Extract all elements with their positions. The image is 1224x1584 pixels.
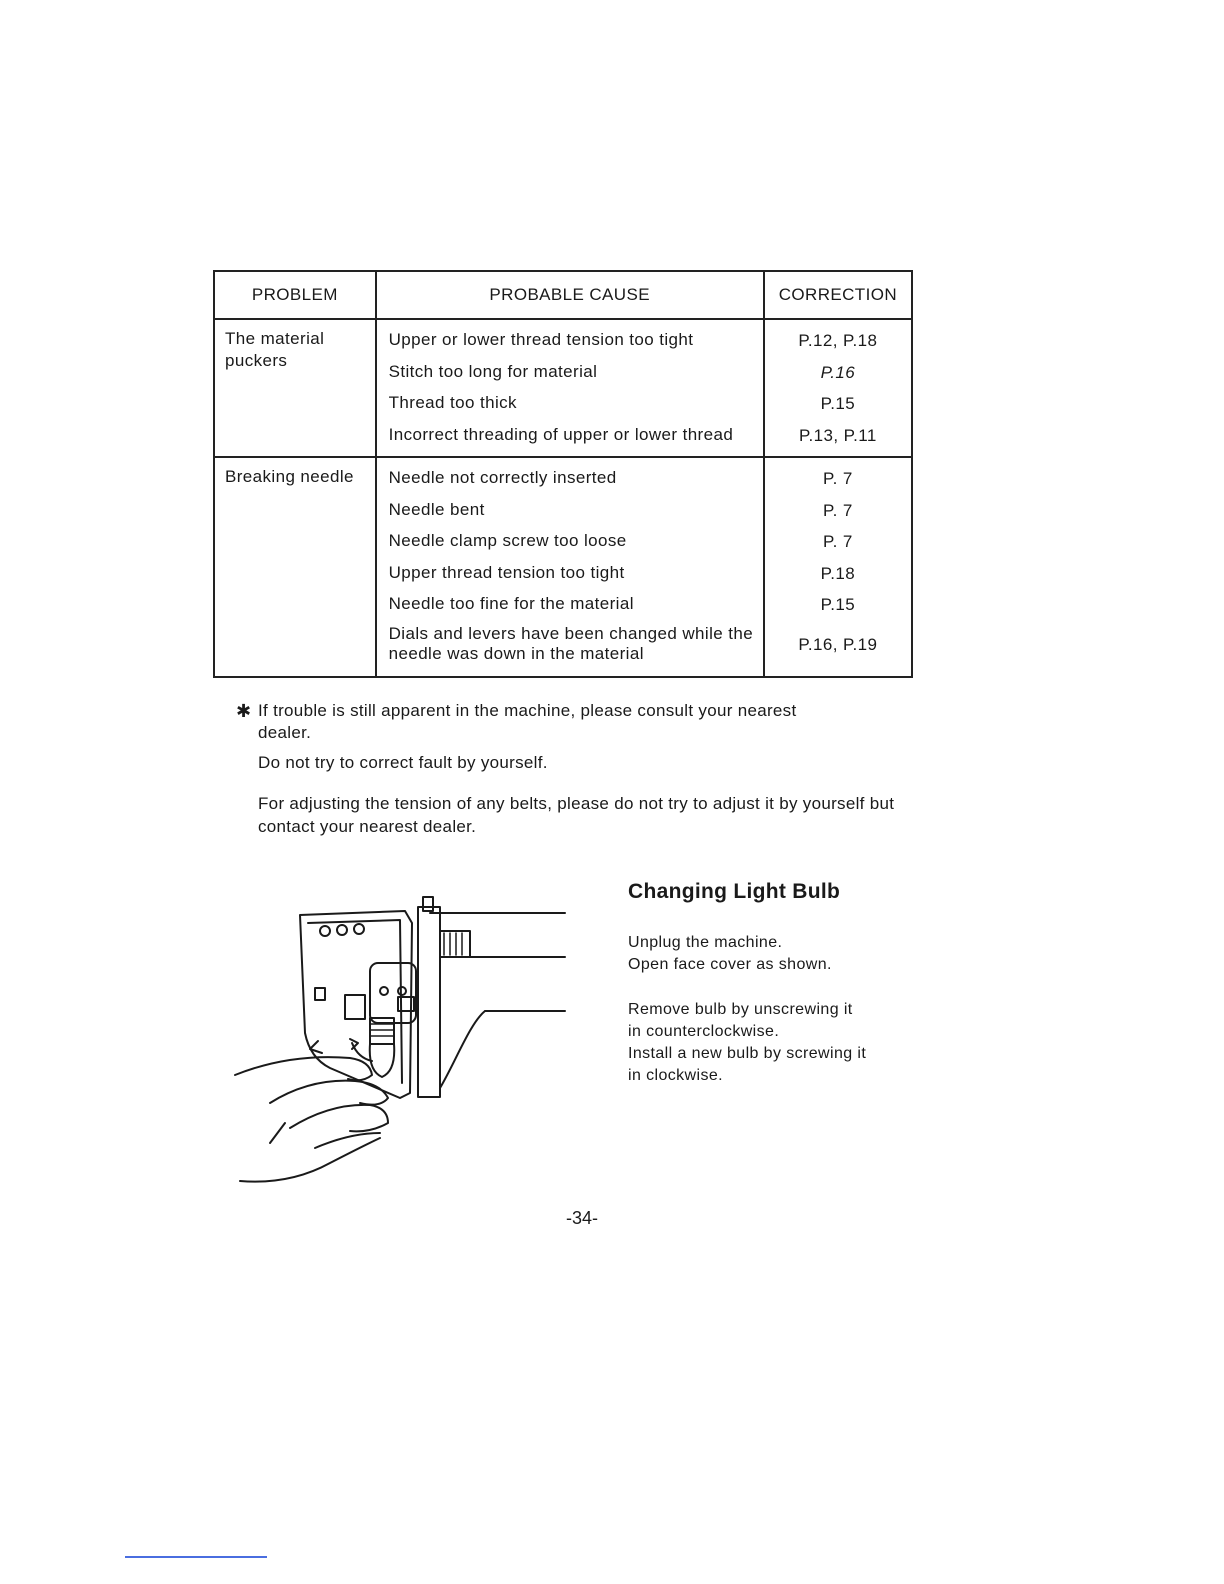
instruction-line: Install a new bulb by screwing it xyxy=(628,1045,867,1062)
table-row xyxy=(214,319,912,457)
cause-item: Upper or lower thread tension too tight xyxy=(388,330,694,349)
bulb-icon xyxy=(370,1044,395,1077)
correction-ref: P.15 xyxy=(820,394,856,413)
correction-ref: P. 7 xyxy=(823,500,853,520)
correction-ref: P.16, P.19 xyxy=(798,634,878,654)
needle-bar-housing xyxy=(418,907,440,1097)
asterisk-icon: ✱ xyxy=(236,701,252,721)
correction-cell xyxy=(764,457,912,677)
header-problem: PROBLEM xyxy=(214,271,376,319)
correction-cell xyxy=(764,319,912,457)
cause-item: Needle bent xyxy=(388,499,485,519)
correction-ref: P. 7 xyxy=(823,469,853,488)
note-line-3: Do not try to correct fault by yourself. xyxy=(258,753,548,772)
correction-ref: P. 7 xyxy=(823,532,853,551)
troubleshooting-table xyxy=(213,270,913,678)
instruction-line: Open face cover as shown. xyxy=(628,956,832,973)
table-header-row xyxy=(214,271,912,319)
light-bulb-illustration xyxy=(230,893,575,1185)
cause-item: Stitch too long for material xyxy=(388,361,598,381)
face-cover xyxy=(300,911,412,1098)
note-line-1 xyxy=(236,700,926,722)
page-number: -34- xyxy=(565,1208,598,1228)
correction-ref: P.13, P.11 xyxy=(799,425,877,445)
cause-item: Incorrect threading of upper or lower thread xyxy=(388,424,734,444)
correction-ref: P.16 xyxy=(820,362,856,382)
header-correction: CORRECTION xyxy=(764,271,912,319)
cause-item: Dials and levers have been changed while the needle was down in the material xyxy=(388,623,754,663)
cause-item: Needle too fine for the material xyxy=(388,594,634,613)
cause-cell xyxy=(376,457,764,677)
instruction-line: Remove bulb by unscrewing it xyxy=(628,1001,853,1018)
trouble-notes xyxy=(236,700,926,838)
correction-ref: P.18 xyxy=(820,563,856,583)
instruction-line: Unplug the machine. xyxy=(628,934,783,951)
problem-cell: The material puckers xyxy=(214,319,376,457)
table-row xyxy=(214,457,912,677)
correction-ref: P.12, P.18 xyxy=(798,331,878,350)
section-title: Changing Light Bulb xyxy=(628,880,841,903)
bulb-instructions xyxy=(628,932,928,1087)
note-text: If trouble is still apparent in the machine, please consult your nearest xyxy=(258,701,797,720)
cause-item: Thread too thick xyxy=(388,393,517,412)
cause-item: Needle not correctly inserted xyxy=(388,468,617,487)
problem-cell: Breaking needle xyxy=(214,457,376,677)
header-probable-cause: PROBABLE CAUSE xyxy=(376,271,764,319)
cause-cell xyxy=(376,319,764,457)
correction-ref: P.15 xyxy=(820,595,856,614)
instruction-line: in counterclockwise. xyxy=(628,1023,780,1040)
note-line-2: dealer. xyxy=(258,723,312,742)
belt-tension-note: For adjusting the tension of any belts, please do not try to adjust it by yourself but contact your nearest dealer. xyxy=(258,794,895,836)
footer-underline xyxy=(125,1556,267,1558)
cause-item: Needle clamp screw too loose xyxy=(388,531,627,550)
cause-item: Upper thread tension too tight xyxy=(388,562,625,582)
instruction-line: in clockwise. xyxy=(628,1067,724,1084)
